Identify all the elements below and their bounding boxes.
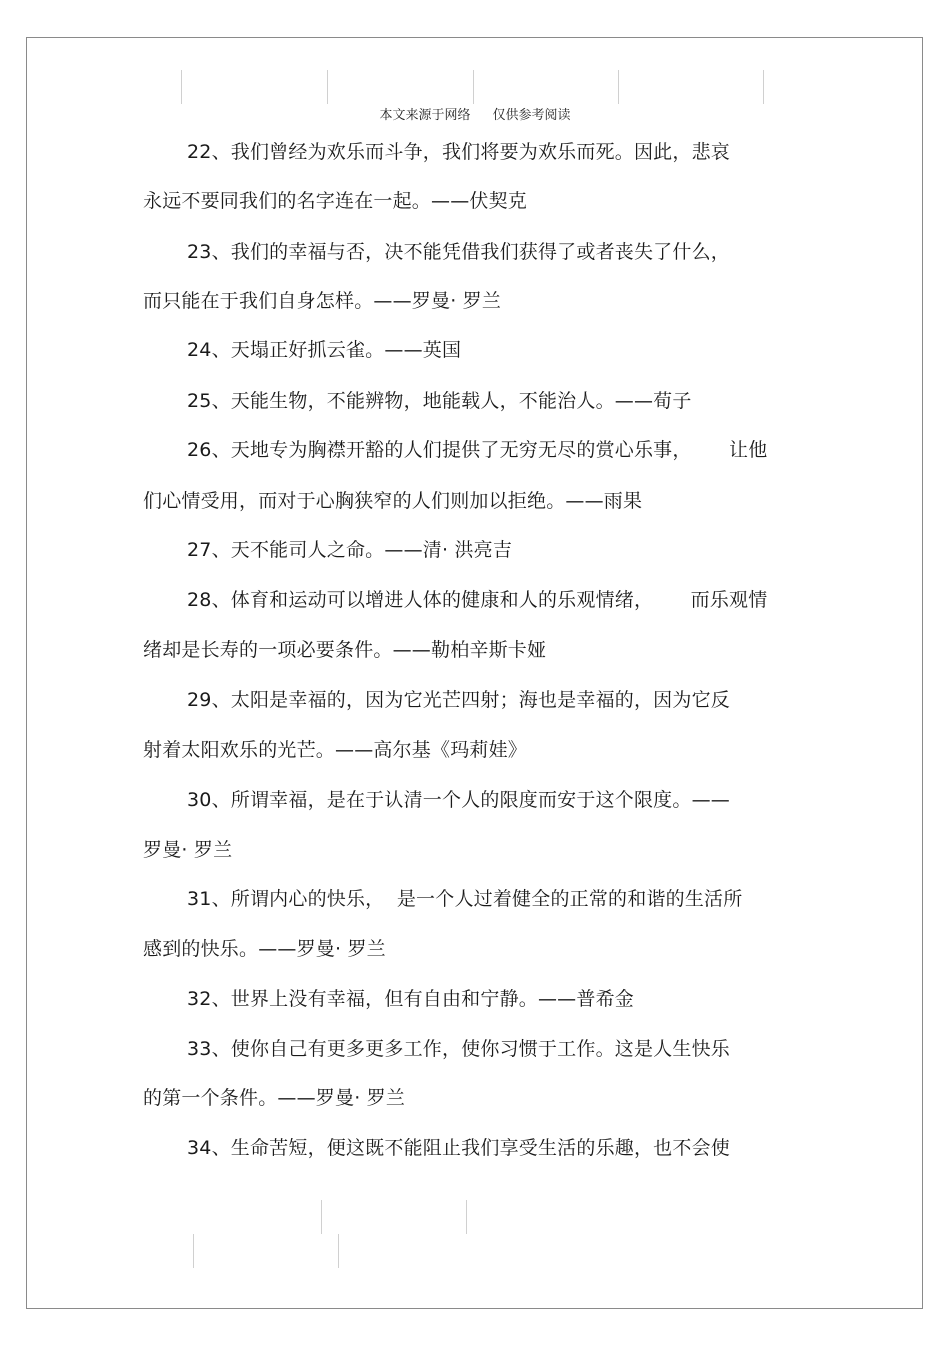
quote-30-line-2: 罗曼· 罗兰 <box>143 839 233 861</box>
bottom-tick-3 <box>193 1234 194 1268</box>
quote-34-line-1: 34、生命苦短，便这既不能阻止我们享受生活的乐趣，也不会使 <box>187 1137 730 1159</box>
top-tick-1 <box>181 70 182 104</box>
header-note <box>0 104 950 123</box>
top-tick-4 <box>618 70 619 104</box>
quote-29-line-1: 29、太阳是幸福的，因为它光芒四射；海也是幸福的，因为它反 <box>187 689 730 711</box>
quote-31-line-1: 31、所谓内心的快乐， 是一个人过着健全的正常的和谐的生活所 <box>187 888 743 910</box>
quote-22-line-1: 22、我们曾经为欢乐而斗争，我们将要为欢乐而死。因此，悲哀 <box>187 141 730 163</box>
page-border <box>26 37 923 1309</box>
bottom-tick-1 <box>321 1200 322 1234</box>
quote-24-line-1: 24、天塌正好抓云雀。——英国 <box>187 339 462 361</box>
top-tick-5 <box>763 70 764 104</box>
quote-22-line-2: 永远不要同我们的名字连在一起。——伏契克 <box>143 190 528 212</box>
source-note: 本文来源于网络 <box>379 108 471 123</box>
quote-31-line-2: 感到的快乐。——罗曼· 罗兰 <box>143 938 386 960</box>
quote-32-line-1: 32、世界上没有幸福，但有自由和宁静。——普希金 <box>187 988 634 1010</box>
reference-note: 仅供参考阅读 <box>492 108 571 123</box>
quote-23-line-2: 而只能在于我们自身怎样。——罗曼· 罗兰 <box>143 290 502 312</box>
quote-33-line-1: 33、使你自己有更多更多工作，使你习惯于工作。这是人生快乐 <box>187 1038 730 1060</box>
quote-28-line-1: 28、体育和运动可以增进人体的健康和人的乐观情绪， 而乐观情 <box>187 589 768 611</box>
quote-28-line-2: 绪却是长寿的一项必要条件。——勒柏辛斯卡娅 <box>143 639 547 661</box>
quote-25-line-1: 25、天能生物，不能辨物，地能载人，不能治人。——荀子 <box>187 390 692 412</box>
quote-30-line-1: 30、所谓幸福，是在于认清一个人的限度而安于这个限度。—— <box>187 789 730 811</box>
bottom-tick-2 <box>466 1200 467 1234</box>
top-tick-2 <box>327 70 328 104</box>
quote-26-line-2: 们心情受用，而对于心胸狭窄的人们则加以拒绝。——雨果 <box>143 490 643 512</box>
quote-29-line-2: 射着太阳欢乐的光芒。——高尔基《玛莉娃》 <box>143 739 528 761</box>
quote-33-line-2: 的第一个条件。——罗曼· 罗兰 <box>143 1087 406 1109</box>
top-tick-3 <box>473 70 474 104</box>
bottom-tick-4 <box>338 1234 339 1268</box>
quote-26-line-1: 26、天地专为胸襟开豁的人们提供了无穷无尽的赏心乐事， 让他 <box>187 439 768 461</box>
quote-23-line-1: 23、我们的幸福与否，决不能凭借我们获得了或者丧失了什么， <box>187 241 730 263</box>
quote-27-line-1: 27、天不能司人之命。——清· 洪亮吉 <box>187 539 513 561</box>
